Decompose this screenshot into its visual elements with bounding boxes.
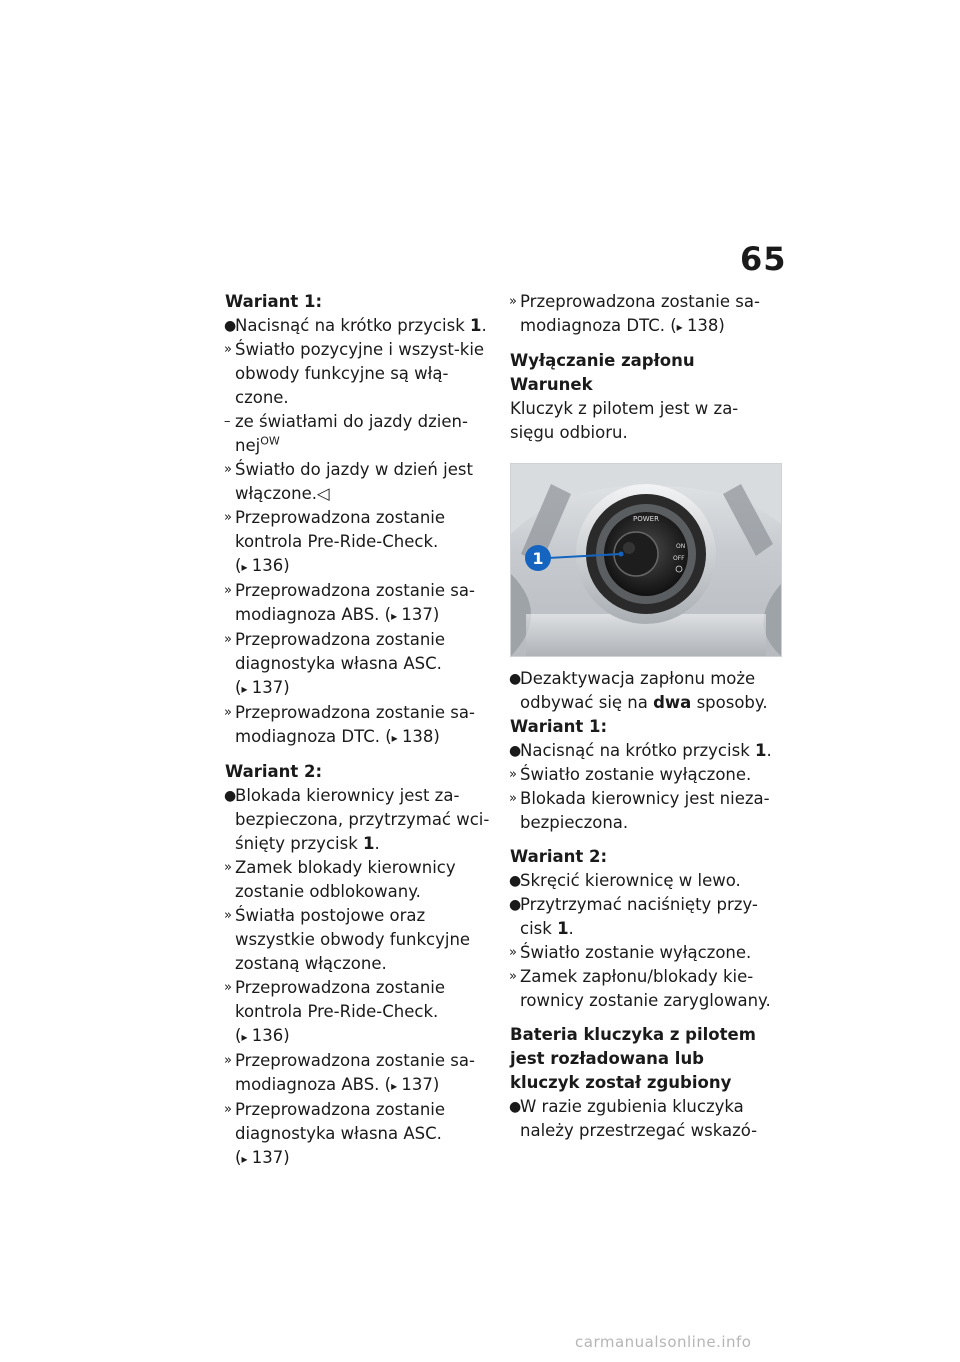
dash-icon: –	[224, 414, 231, 429]
list-item: » Zamek blokady kierownicy zostanie odblokowany.	[224, 858, 456, 901]
variant2-heading: Wariant 2:	[225, 762, 323, 781]
result-icon: »	[224, 462, 232, 477]
bullet-icon: ●	[224, 318, 237, 334]
page-reference[interactable]: ▸ 137)	[241, 1148, 290, 1167]
condition-heading: Warunek	[510, 375, 593, 394]
bullet-icon: ●	[509, 897, 522, 913]
page-ref-arrow-icon: ▸	[241, 682, 247, 696]
result-icon: »	[224, 980, 232, 995]
bullet-icon: ●	[509, 671, 522, 687]
bullet-icon: ●	[224, 788, 237, 804]
result-icon: »	[224, 510, 232, 525]
svg-text:ON: ON	[676, 543, 686, 550]
list-item: » Przeprowadzona zostanie sa-modiagnoza DTC. (▸ 138)	[224, 703, 475, 746]
section-heading-ignition-off: Wyłączanie zapłonu	[510, 351, 695, 370]
result-icon: »	[224, 632, 232, 647]
page-ref-arrow-icon: ▸	[241, 560, 247, 574]
result-icon: »	[224, 1053, 232, 1068]
list-item: » Światła postojowe oraz wszystkie obwody funkcyjne zostaną włączone.	[224, 906, 471, 973]
result-icon: »	[224, 705, 232, 720]
result-icon: »	[509, 791, 517, 806]
result-icon: »	[224, 908, 232, 923]
ignition-button-photo	[510, 463, 782, 657]
list-item: » Przeprowadzona zostanie diagnostyka własna ASC. (▸ 137)	[224, 1100, 446, 1167]
list-item: » Światło zostanie wyłączone.	[510, 941, 778, 965]
list-item: » Zamek zapłonu/blokady kie-rownicy zostanie zaryglowany.	[509, 967, 771, 1010]
list-item: » Przeprowadzona zostanie sa-modiagnoza ABS. (▸ 137)	[224, 1051, 475, 1094]
result-icon: »	[224, 1102, 232, 1117]
result-icon: »	[509, 294, 517, 309]
page-reference[interactable]: ▸ 137)	[391, 1075, 440, 1094]
page-number: 65	[740, 240, 787, 278]
result-icon: »	[224, 342, 232, 357]
list-item: ● Przytrzymać naciśnięty przy-cisk 1.	[509, 895, 758, 938]
page-reference[interactable]: ▸ 136)	[241, 556, 290, 575]
list-item: » Przeprowadzona zostanie sa-modiagnoza ABS. (▸ 137)	[224, 581, 475, 624]
list-item: » Przeprowadzona zostanie diagnostyka własna ASC. (▸ 137)	[224, 630, 446, 697]
result-icon: »	[224, 583, 232, 598]
list-item: » Przeprowadzona zostanie sa-modiagnoza DTC. (▸ 138)	[509, 292, 760, 335]
page-ref-arrow-icon: ▸	[391, 609, 397, 623]
result-icon: »	[509, 945, 517, 960]
variant1-heading: Wariant 1:	[510, 717, 608, 736]
list-item: » Przeprowadzona zostanie kontrola Pre-Ride-Check. (▸ 136)	[224, 508, 446, 575]
page-ref-arrow-icon: ▸	[676, 320, 682, 334]
page-reference[interactable]: ▸ 137)	[241, 678, 290, 697]
svg-text:POWER: POWER	[633, 515, 659, 523]
list-item: ● Nacisnąć na krótko przycisk 1.	[225, 314, 493, 338]
watermark: carmanualsonline.info	[575, 1333, 752, 1351]
list-item: ● Skręcić kierownicę w lewo.	[510, 869, 778, 893]
bullet-icon: ●	[509, 1099, 522, 1115]
page-ref-arrow-icon: ▸	[241, 1030, 247, 1044]
variant2-heading: Wariant 2:	[510, 847, 608, 866]
ow-superscript: OW	[260, 434, 280, 448]
list-item: ● Dezaktywacja zapłonu może odbywać się na dwa sposoby.	[509, 669, 768, 712]
condition-text: Kluczyk z pilotem jest w za-sięgu odbioru.	[510, 399, 739, 442]
page-reference[interactable]: ▸ 136)	[241, 1026, 290, 1045]
result-icon: »	[509, 767, 517, 782]
page-reference[interactable]: ▸ 138)	[676, 316, 725, 335]
variant1-heading: Wariant 1:	[225, 292, 323, 311]
svg-text:OFF: OFF	[673, 555, 685, 562]
page-ref-arrow-icon: ▸	[391, 731, 397, 745]
list-item: ● W razie zgubienia kluczyka należy przestrzegać wskazó-	[509, 1097, 758, 1140]
list-item: » Światło do jazdy w dzień jest włączone.◁	[224, 460, 473, 503]
left-column	[225, 290, 493, 1171]
list-item: » Przeprowadzona zostanie kontrola Pre-Ride-Check. (▸ 136)	[224, 978, 446, 1045]
page-ref-arrow-icon: ▸	[241, 1152, 247, 1166]
bullet-icon: ●	[509, 873, 522, 889]
page-reference[interactable]: ▸ 138)	[391, 727, 440, 746]
result-icon: »	[224, 860, 232, 875]
result-icon: »	[509, 969, 517, 984]
list-item: ● Nacisnąć na krótko przycisk 1.	[510, 739, 778, 763]
page-ref-arrow-icon: ▸	[391, 1079, 397, 1093]
callout-number: 1	[532, 549, 544, 568]
list-item: » Światło zostanie wyłączone.	[510, 763, 778, 787]
ignition-button-illustration	[511, 464, 781, 656]
bullet-icon: ●	[509, 743, 522, 759]
battery-heading: Bateria kluczyka z pilotem jest rozładowana lub kluczyk został zgubiony	[510, 1025, 756, 1092]
right-column	[510, 290, 778, 1143]
list-item: » Blokada kierownicy jest nieza-bezpieczona.	[509, 789, 770, 832]
list-item: » Światło pozycyjne i wszyst-kie obwody funkcyjne są włą-czone.	[224, 340, 485, 407]
page-reference[interactable]: ▸ 137)	[391, 605, 440, 624]
list-item: ● Blokada kierownicy jest za-bezpieczona, przytrzymać wci-śnięty przycisk 1.	[224, 786, 490, 853]
list-item: – ze światłami do jazdy dzien-nej$^{OW}$	[224, 412, 468, 455]
